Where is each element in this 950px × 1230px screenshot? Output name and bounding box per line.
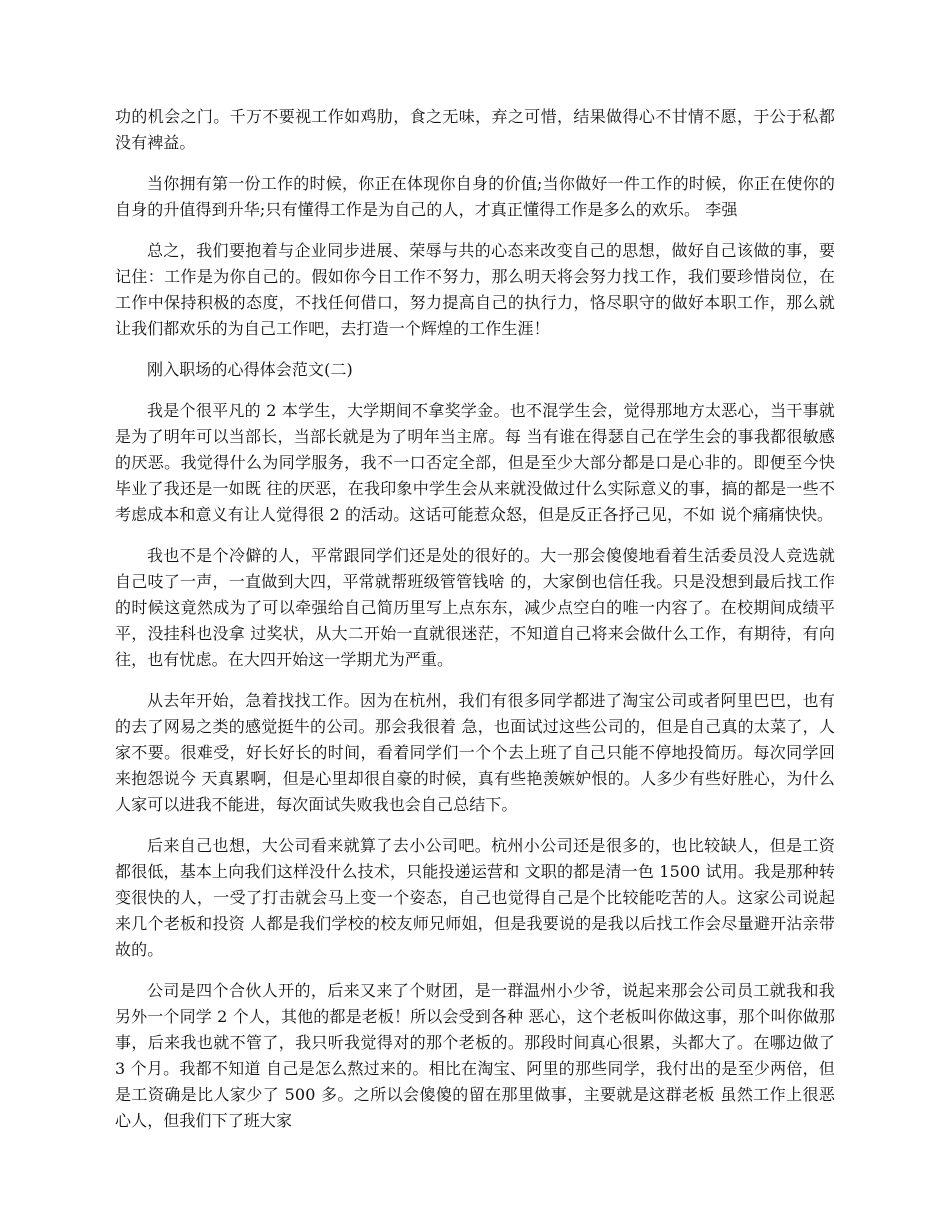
paragraph-small-company: 后来自己也想，大公司看来就算了去小公司吧。杭州小公司还是很多的，也比较缺人，但是工资都很低，基本上向我们这样没什么技术，只能投递运营和 文职的都是清一色 1500 试用。我是那种转变很快的人，一受了打击就会马上变一个姿态，自己也觉得自己是个比较能吃苦的人。这家公司说起来几个老板和投资 人都是我们学校的校友师兄师姐，但是我要说的是我以后找工作会尽量避开沾亲带故的。 — [115, 836, 835, 959]
document-page — [115, 104, 835, 1149]
paragraph-class-life: 我也不是个冷僻的人，平常跟同学们还是处的很好的。大一那会傻傻地看着生活委员没人竞选就自己吱了一声，一直做到大四，平常就帮班级管管钱啥 的，大家倒也信任我。只是没想到最后找工作的时候这竟然成为了可以牵强给自己简历里写上点东东，减少点空白的唯一内容了。在校期间成绩平平，没挂科也没拿 过奖状，从大二开始一直就很迷茫，不知道自己将来会做什么工作，有期待，有向往，也有忧虑。在大四开始这一学期尤为严重。 — [115, 546, 835, 669]
section-title: 刚入职场的心得体会范文(二) — [147, 360, 353, 379]
paragraph-conclusion: 总之，我们要抱着与企业同步进展、荣辱与共的心态来改变自己的思想，做好自己该做的事，要记住：工作是为你自己的。假如你今日工作不努力，那么明天将会努力找工作，我们要珍惜岗位，在工作中保持积极的态度，不找任何借口，努力提高自己的执行力，恪尽职守的做好本职工作，那么就让我们都欢乐的为自己工作吧，去打造一个辉煌的工作生涯！ — [115, 241, 835, 338]
paragraph-student-intro: 我是个很平凡的 2 本学生，大学期间不拿奖学金。也不混学生会，觉得那地方太恶心，当干事就是为了明年可以当部长，当部长就是为了明年当主席。每 当有谁在得瑟自己在学生会的事我都很敏感的厌恶。我觉得什么为同学服务，我不一口否定全部，但是至少大部分都是口是心非的。即便至今快毕业了我还是一如既 往的厌恶，在我印象中学生会从来就没做过什么实际意义的事，搞的都是一些不考虑成本和意义有让人觉得很 2 的活动。这话可能惹众怒，但是反正各抒己见，不如 说个痛痛快快。 — [115, 401, 835, 524]
paragraph-continuation: 功的机会之门。千万不要视工作如鸡肋，食之无味，弃之可惜，结果做得心不甘情不愿，于公于私都没有裨益。 — [115, 107, 835, 152]
paragraph-value-of-work: 当你拥有第一份工作的时候，你正在体现你自身的价值;当你做好一件工作的时候，你正在使你的自身的升值得到升华;只有懂得工作是为自己的人，才真正懂得工作是多么的欢乐。 李强 — [115, 174, 835, 219]
paragraph-company-partners: 公司是四个合伙人开的，后来又来了个财团，是一群温州小少爷，说起来那会公司员工就我和我另外一个同学 2 个人，其他的都是老板！所以会受到各种 恶心，这个老板叫你做这事，那个叫你做那事，后来我也就不管了，我只听我觉得对的那个老板的。那段时间真心很累，头都大了。在哪边做了 3 个月。我都不知道 自己是怎么熬过来的。相比在淘宝、阿里的那些同学，我付出的是至少两倍，但是工资确是比人家少了 500 多。之所以会傻傻的留在那里做事，主要就是这群老板 虽然工作上很恶心人，但我们下了班大家 — [115, 981, 835, 1130]
paragraph-job-search: 从去年开始，急着找找工作。因为在杭州，我们有很多同学都进了淘宝公司或者阿里巴巴，也有的去了网易之类的感觉挺牛的公司。那会我很着 急，也面试过这些公司的，但是自己真的太菜了，人家不要。很难受，好长好长的时间，看着同学们一个个去上班了自己只能不停地投简历。每次同学回来抱怨说今 天真累啊，但是心里却很自豪的时候，真有些艳羡嫉妒恨的。人多少有些好胜心，为什么人家可以进我不能进，每次面试失败我也会自己总结下。 — [115, 691, 835, 814]
